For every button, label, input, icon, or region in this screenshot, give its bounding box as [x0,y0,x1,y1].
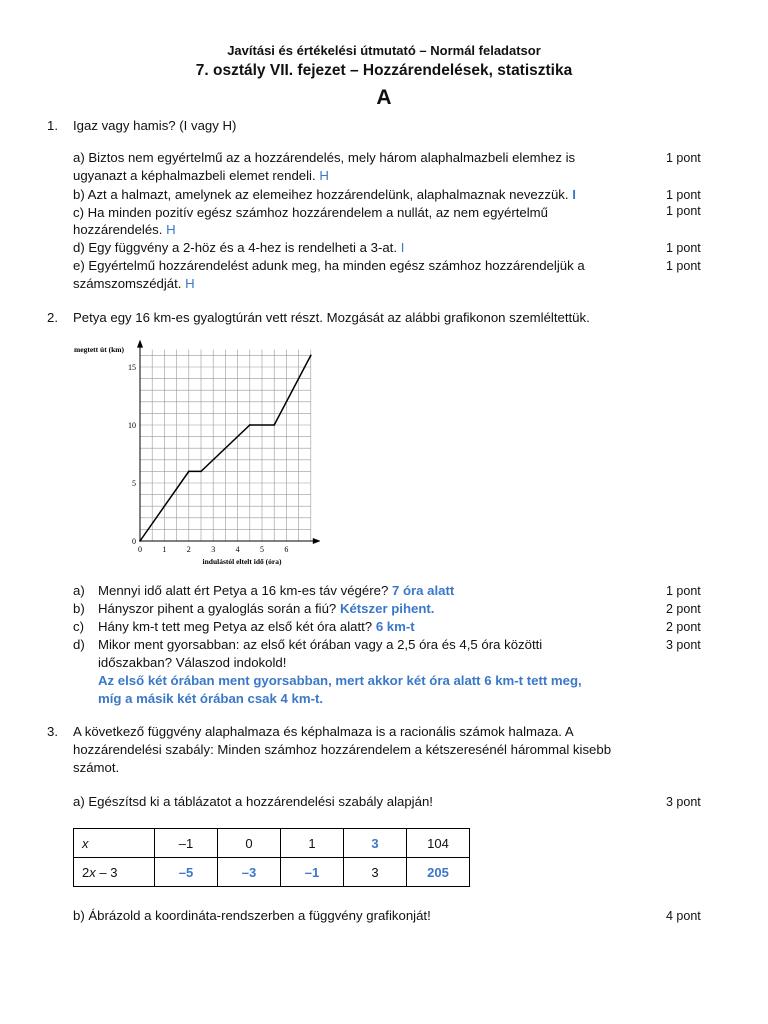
distance-time-chart [70,338,320,573]
q1-e-line2: számszomszédját. H [73,276,195,291]
chart-grid [140,350,311,541]
table-row [74,858,470,887]
q1-d-answer: I [400,240,405,255]
q3-number: 3. [47,724,58,739]
table-cell-answer: –5 [155,858,218,887]
x-tick-label: 3 [211,545,216,554]
q1-e-line1: e) Egyértelmű hozzárendelést adunk meg, ha minden egész számhoz hozzárendeljük a [73,258,585,273]
x-tick-label: 0 [138,545,142,554]
table-cell-answer: –3 [218,858,281,887]
chart-x-label: indulástól eltelt idő (óra) [202,557,282,566]
x-tick-label: 5 [260,545,264,554]
q2-a-points: 1 pont [666,584,701,598]
y-tick-label: 5 [132,479,136,488]
q2-c-points: 2 pont [666,620,701,634]
header-variant: A [376,86,392,109]
q3-intro-line3: számot. [73,760,120,775]
q2-d-line2: időszakban? Válaszod indokold! [98,655,287,670]
chart-y-label: megtett út (km) [74,345,124,354]
q2-b-answer: Kétszer pihent. [339,601,435,616]
table-cell: 1 [281,829,344,858]
x-tick-label: 6 [284,545,289,554]
x-tick-label: 4 [235,545,240,554]
table-cell: –1 [155,829,218,858]
y-tick-label: 0 [132,537,136,546]
y-axis-arrow [137,340,143,348]
table-cell: 0 [218,829,281,858]
table-cell-answer: 205 [407,858,470,887]
table-cell-answer: –1 [281,858,344,887]
q2-d-label: d) [73,637,85,652]
q2-d-answer-line2: míg a másik két órában csak 4 km-t. [98,691,324,706]
y-tick-label: 10 [128,421,136,430]
table-cell-answer: 3 [344,829,407,858]
q1-c-answer: H [166,222,176,237]
chart-data-point [200,471,202,473]
q1-e-answer: H [185,276,195,291]
chart-data-point [249,424,251,426]
table-row [74,829,470,858]
x-tick-label: 1 [162,545,167,554]
table-head-expression: 2x – 3 [74,858,155,887]
q1-a-line1: a) Biztos nem egyértelmű az a hozzárendelés, mely három alaphalmazbeli elemhez is [73,150,576,165]
x-axis-arrow [313,538,320,544]
q1-c-line1: c) Ha minden pozitív egész számhoz hozzárendelem a nullát, az nem egyértelmű [73,205,548,220]
q2-c-answer: 6 km-t [375,619,415,634]
table-cell: 104 [407,829,470,858]
q1-title: Igaz vagy hamis? (I vagy H) [73,118,237,133]
q1-b: b) Azt a halmazt, amelynek az elemeihez hozzárendelünk, alaphalmaznak nevezzük. I [73,187,576,202]
q1-a-line2: ugyanazt a képhalmazbeli elemet rendeli. H [73,168,329,183]
q2-b-points: 2 pont [666,602,701,616]
q2-d-points: 3 pont [666,638,701,652]
q2-title: Petya egy 16 km-es gyalogtúrán vett részt. Mozgását az alábbi grafikonon szemléltettük. [73,310,590,325]
q1-e-points: 1 pont [666,259,701,273]
q3-intro-line2: hozzárendelési szabály: Minden számhoz hozzárendelem a kétszeresénél hárommal kisebb [73,742,612,757]
q1-a-points: 1 pont [666,151,701,165]
q2-d-answer-line1: Az első két órában ment gyorsabban, mert akkor két óra alatt 6 km-t tett meg, [98,673,582,688]
q1-d-points: 1 pont [666,241,701,255]
q1-b-answer: I [572,187,576,202]
x-tick-label: 2 [186,545,191,554]
q1-c-line2: hozzárendelés. H [73,222,176,237]
value-table [73,828,470,887]
chart-data-point [188,471,190,473]
q1-number: 1. [47,118,58,133]
q3-a-points: 3 pont [666,795,701,809]
q1-c-points: 1 pont [666,204,701,218]
q3-b-text: b) Ábrázold a koordináta-rendszerben a függvény grafikonját! [73,908,431,923]
chart-data-point [273,424,275,426]
y-tick-label: 15 [128,363,136,372]
table-cell: 3 [344,858,407,887]
q3-intro-line1: A következő függvény alaphalmaza és képhalmaza is a racionális számok halmaza. A [73,724,574,739]
chart-data-point [310,355,312,357]
q1-b-points: 1 pont [666,188,701,202]
q2-number: 2. [47,310,58,325]
q1-d: d) Egy függvény a 2-höz és a 4-hez is rendelheti a 3-at. I [73,240,405,255]
q1-a-answer: H [319,168,329,183]
chart-data-point [139,540,141,542]
table-head-x: x [74,829,155,858]
q3-b-points: 4 pont [666,909,701,923]
header-line1: Javítási és értékelési útmutató – Normál feladatsor [227,43,541,58]
header-line2: 7. osztály VII. fejezet – Hozzárendelések, statisztika [195,62,573,79]
q3-a-text: a) Egészítsd ki a táblázatot a hozzárendelési szabály alapján! [73,794,433,809]
q2-a-answer: 7 óra alatt [391,583,455,598]
q2-d-line1: Mikor ment gyorsabban: az első két órában vagy a 2,5 óra és 4,5 óra közötti [98,637,543,652]
